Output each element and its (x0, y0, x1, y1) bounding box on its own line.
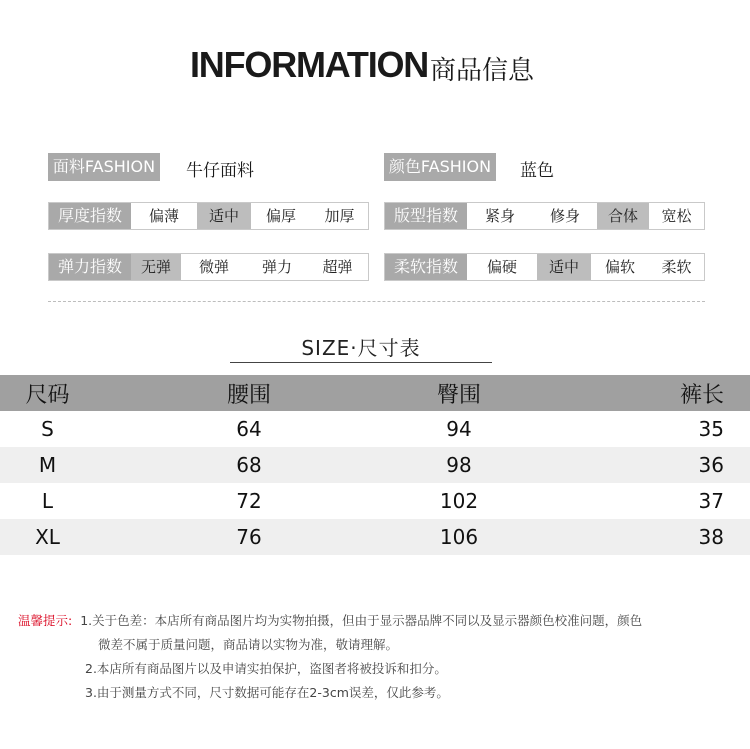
elasticity-option: 微弹 (198, 258, 229, 276)
header-title-en: INFORMATION (190, 44, 429, 85)
elasticity-option-selected: 无弹 (131, 254, 181, 280)
size-table-header (0, 375, 750, 411)
note-line (18, 681, 642, 705)
header-hip: 臀围 (436, 382, 481, 408)
header-length: 裤长 (679, 382, 724, 408)
table-row (0, 447, 750, 483)
note-text: 1.关于色差：本店所有商品图片均为实物拍摄，但由于显示器品牌不同以及显示器颜色校准问题，颜色 (80, 613, 643, 628)
fit-index-label: 版型指数 (385, 203, 467, 229)
section-divider (48, 301, 705, 302)
cell-hip: 106 (439, 525, 479, 549)
table-row (0, 519, 750, 555)
elasticity-option: 超弹 (322, 258, 353, 276)
table-row (0, 411, 750, 447)
note-line (18, 609, 642, 633)
header-title-cn: 商品信息 (430, 56, 535, 86)
notes-block (18, 609, 642, 705)
softness-index (384, 253, 705, 281)
cell-length: 36 (698, 453, 724, 477)
size-chart-title: SIZE·尺寸表 (301, 336, 421, 360)
note-text: 3.由于测量方式不同，尺寸数据可能存在2-3cm误差，仅此参考。 (85, 685, 449, 700)
softness-option: 偏硬 (486, 258, 517, 276)
thickness-option: 偏薄 (148, 207, 179, 225)
note-text: 2.本店所有商品图片以及申请实拍保护，盗图者将被投诉和扣分。 (85, 661, 447, 676)
header-waist: 腰围 (226, 382, 271, 408)
thickness-index (48, 202, 369, 230)
size-title-underline (230, 362, 492, 363)
cell-length: 37 (698, 489, 724, 513)
note-line (18, 633, 642, 657)
thickness-option: 偏厚 (265, 207, 296, 225)
thickness-option: 加厚 (324, 207, 355, 225)
thickness-option-selected: 适中 (197, 203, 251, 229)
elasticity-index-label: 弹力指数 (49, 254, 131, 280)
thickness-index-label: 厚度指数 (49, 203, 131, 229)
fit-option: 宽松 (661, 207, 692, 225)
fit-option: 修身 (549, 207, 580, 225)
elasticity-option: 弹力 (261, 258, 292, 276)
cell-size: S (41, 417, 54, 441)
softness-index-label: 柔软指数 (385, 254, 467, 280)
material-label: 面料FASHION (48, 153, 160, 181)
cell-waist: 76 (236, 525, 262, 549)
color-label: 颜色FASHION (384, 153, 496, 181)
cell-length: 35 (698, 417, 724, 441)
note-text: 微差不属于质量问题，商品请以实物为准，敬请理解。 (98, 637, 399, 652)
cell-waist: 68 (236, 453, 262, 477)
cell-hip: 94 (446, 417, 472, 441)
header-size: 尺码 (25, 382, 70, 408)
fit-option: 紧身 (484, 207, 515, 225)
cell-size: XL (35, 525, 60, 549)
softness-option-selected: 适中 (537, 254, 591, 280)
material-value: 牛仔面料 (186, 161, 254, 181)
size-table (0, 375, 750, 555)
color-value: 蓝色 (520, 161, 554, 181)
cell-waist: 72 (236, 489, 262, 513)
softness-option: 柔软 (661, 258, 692, 276)
cell-size: M (38, 453, 57, 477)
cell-hip: 98 (446, 453, 472, 477)
cell-size: L (41, 489, 54, 513)
softness-option: 偏软 (604, 258, 635, 276)
table-row (0, 483, 750, 519)
fit-option-selected: 合体 (597, 203, 649, 229)
fit-index (384, 202, 705, 230)
cell-waist: 64 (236, 417, 262, 441)
cell-length: 38 (698, 525, 724, 549)
elasticity-index (48, 253, 369, 281)
cell-hip: 102 (439, 489, 479, 513)
note-line (18, 657, 642, 681)
notes-label: 温馨提示: (18, 613, 73, 628)
